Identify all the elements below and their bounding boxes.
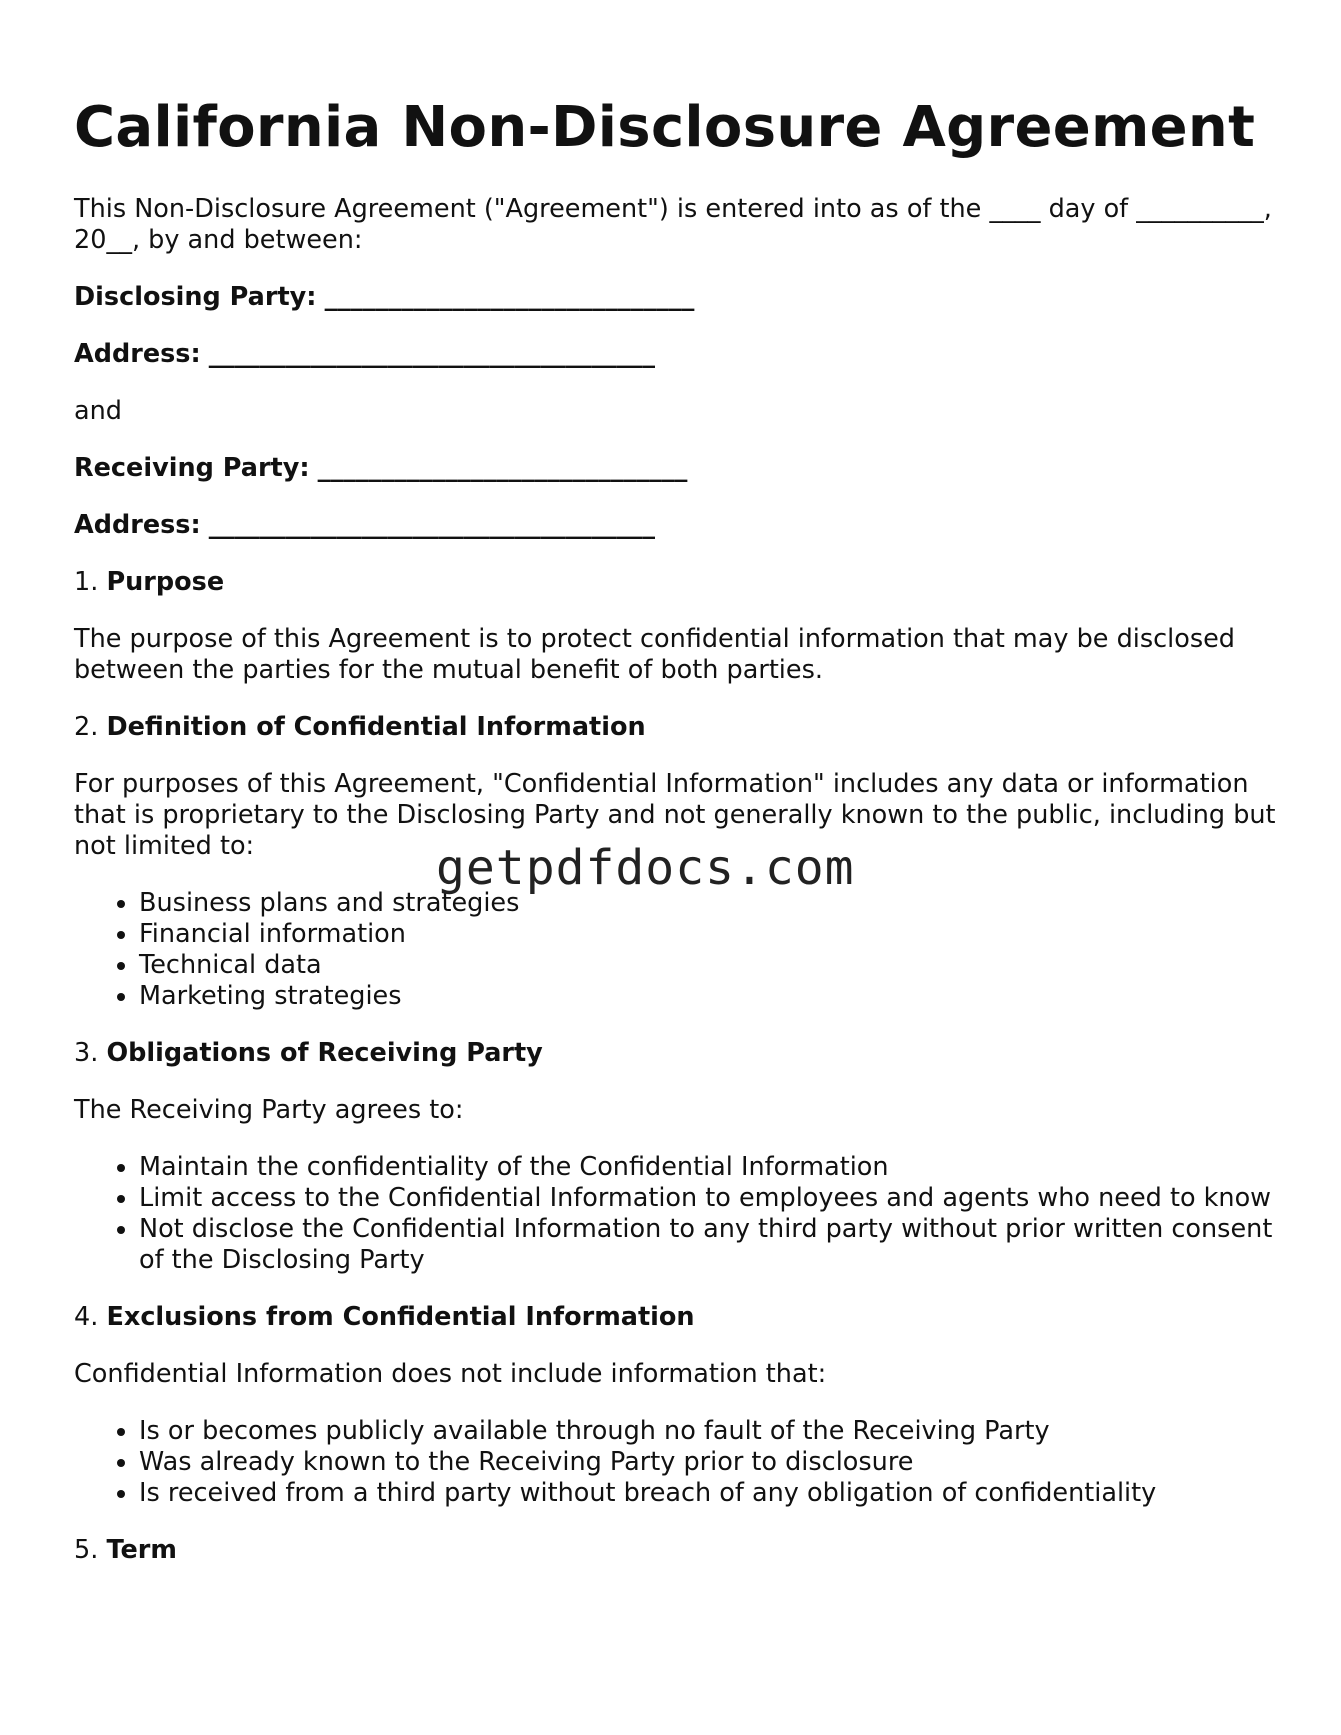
- watermark: getpdfdocs.com: [436, 840, 855, 896]
- list-item: • Maintain the confidentiality of the Confidential Information: [139, 1152, 1294, 1183]
- list-item: • Business plans and strategies: [139, 888, 1294, 919]
- section-5-number: 5.: [74, 1535, 99, 1565]
- section-1-body: The purpose of this Agreement is to protect confidential information that may be disclosed between the parties for the mutual benefit of both parties.: [74, 624, 1235, 685]
- section-3-list: [74, 1152, 1294, 1276]
- disclosing-address-blank: ___________________________________: [208, 339, 656, 369]
- intro-paragraph: This Non-Disclosure Agreement ("Agreement") is entered into as of the ____ day of __________, 20__, by and between:: [74, 194, 1272, 255]
- document-title: California Non-Disclosure Agreement: [74, 95, 1256, 160]
- section-4-list: [74, 1416, 1294, 1509]
- list-item: • Technical data: [139, 950, 1294, 981]
- section-4-title: Exclusions from Confidential Information: [106, 1302, 695, 1332]
- disclosing-party-field: [74, 282, 1294, 313]
- list-item: • Financial information: [139, 919, 1294, 950]
- receiving-party-field: [74, 453, 1294, 484]
- receiving-party-blank: _____________________________: [317, 453, 688, 483]
- section-3-title: Obligations of Receiving Party: [106, 1038, 543, 1068]
- list-item: • Is received from a third party without breach of any obligation of confidentiality: [139, 1478, 1294, 1509]
- receiving-address-label: Address:: [74, 510, 201, 540]
- document-page: [74, 0, 1294, 1566]
- section-2-title: Definition of Confidential Information: [106, 712, 646, 742]
- section-4-number: 4.: [74, 1302, 99, 1332]
- disclosing-address-label: Address:: [74, 339, 201, 369]
- receiving-address-field: [74, 510, 1294, 541]
- section-1-heading: [74, 567, 1294, 598]
- list-item: • Not disclose the Confidential Information to any third party without prior written consent of the Disclosing Party: [139, 1214, 1294, 1276]
- list-item: • Limit access to the Confidential Information to employees and agents who need to know: [139, 1183, 1294, 1214]
- section-4-heading: [74, 1302, 1294, 1333]
- section-1-number: 1.: [74, 567, 99, 597]
- disclosing-address-field: [74, 339, 1294, 370]
- section-4-body: Confidential Information does not include information that:: [74, 1359, 827, 1389]
- section-2-heading: [74, 712, 1294, 743]
- list-item: • Was already known to the Receiving Party prior to disclosure: [139, 1447, 1294, 1478]
- disclosing-party-blank: _____________________________: [324, 282, 695, 312]
- section-1-title: Purpose: [106, 567, 225, 597]
- list-item: • Is or becomes publicly available through no fault of the Receiving Party: [139, 1416, 1294, 1447]
- disclosing-party-label: Disclosing Party:: [74, 282, 317, 312]
- section-2-number: 2.: [74, 712, 99, 742]
- section-3-heading: [74, 1038, 1294, 1069]
- and-text: and: [74, 396, 122, 426]
- receiving-address-blank: ___________________________________: [208, 510, 656, 540]
- receiving-party-label: Receiving Party:: [74, 453, 310, 483]
- section-5-title: Term: [106, 1535, 177, 1565]
- section-3-number: 3.: [74, 1038, 99, 1068]
- section-2-list: [74, 888, 1294, 1012]
- section-3-body: The Receiving Party agrees to:: [74, 1095, 464, 1125]
- section-5-heading: [74, 1535, 1294, 1566]
- section-2-body: For purposes of this Agreement, "Confidential Information" includes any data or information that is proprietary to the Disclosing Party and not generally known to the public, including but not limited to:: [74, 769, 1276, 861]
- list-item: • Marketing strategies: [139, 981, 1294, 1012]
